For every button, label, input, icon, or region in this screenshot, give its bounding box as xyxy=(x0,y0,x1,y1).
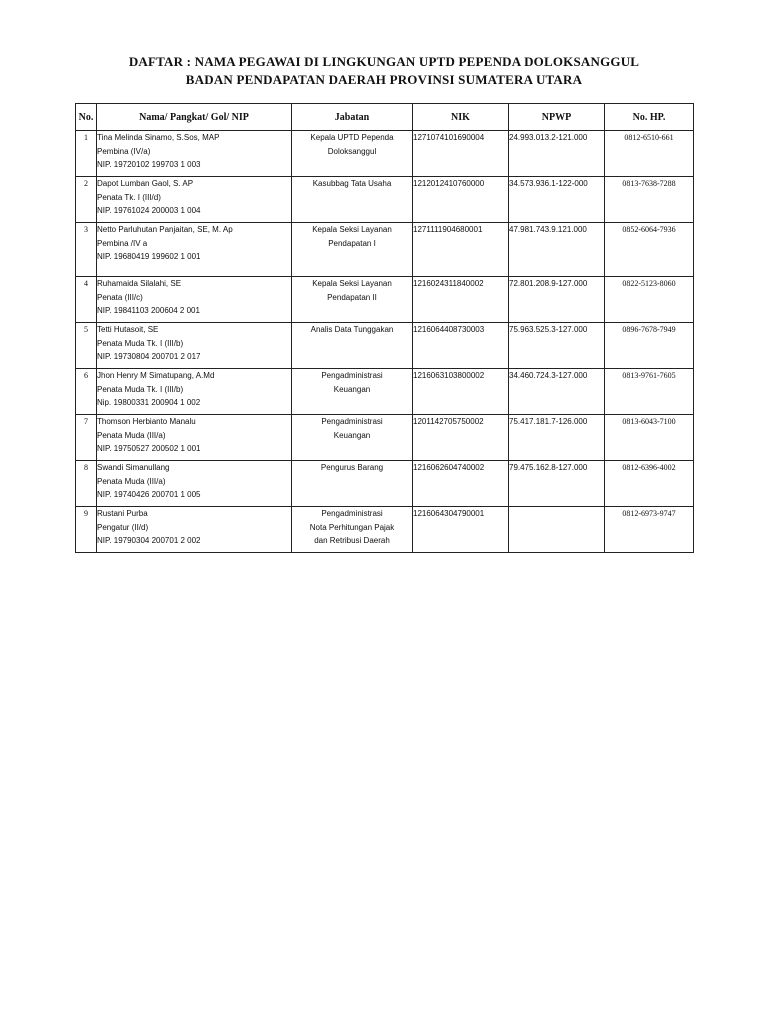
cell-npwp: 72.801.208.9-127.000 xyxy=(509,277,605,323)
cell-hp: 0852-6064-7936 xyxy=(605,223,694,277)
cell-npwp: 34.573.936.1-122-000 xyxy=(509,177,605,223)
cell-hp: 0812-6973-9747 xyxy=(605,507,694,553)
position-line: Kepala Seksi Layanan xyxy=(312,279,392,288)
position-line: Kasubbag Tata Usaha xyxy=(312,179,392,188)
cell-hp: 0813-7638-7288 xyxy=(605,177,694,223)
employee-nip: NIP. 19680419 199602 1 001 xyxy=(97,252,201,261)
cell-nama xyxy=(97,277,292,323)
cell-nama xyxy=(97,131,292,177)
cell-nik: 1216064304790001 xyxy=(413,507,509,553)
table-row xyxy=(76,223,694,277)
cell-jabatan xyxy=(292,461,413,507)
cell-jabatan xyxy=(292,415,413,461)
table-row xyxy=(76,131,694,177)
cell-no: 5 xyxy=(76,323,97,369)
table-row xyxy=(76,177,694,223)
table-row xyxy=(76,507,694,553)
document-title: DAFTAR : NAMA PEGAWAI DI LINGKUNGAN UPTD PEPENDA DOLOKSANGGUL xyxy=(128,54,640,69)
employee-name: Tetti Hutasoit, SE xyxy=(97,325,159,334)
employee-rank: Penata Muda (III/a) xyxy=(97,430,166,440)
employee-nip: NIP. 19740426 200701 1 005 xyxy=(97,490,201,499)
cell-jabatan xyxy=(292,277,413,323)
cell-nik: 1271111904680001 xyxy=(413,223,509,277)
table-body xyxy=(76,131,694,553)
table-row xyxy=(76,461,694,507)
cell-npwp: 75.963.525.3-127.000 xyxy=(509,323,605,369)
position-line: Pengadministrasi xyxy=(321,371,383,380)
cell-npwp: 34.460.724.3-127.000 xyxy=(509,369,605,415)
employee-rank: Penata Muda Tk. I (III/b) xyxy=(97,338,184,348)
cell-hp: 0812-6396-4002 xyxy=(605,461,694,507)
employee-rank: Pembina (IV/a) xyxy=(97,146,151,156)
col-header-hp: No. HP. xyxy=(605,104,694,131)
cell-no: 2 xyxy=(76,177,97,223)
employee-name: Swandi Simanullang xyxy=(97,463,170,472)
position-line: Pengadministrasi xyxy=(321,417,383,426)
cell-no: 7 xyxy=(76,415,97,461)
cell-nik: 1216064408730003 xyxy=(413,323,509,369)
col-header-npwp: NPWP xyxy=(509,104,605,131)
cell-jabatan xyxy=(292,507,413,553)
cell-nama xyxy=(97,323,292,369)
cell-nik: 1216024311840002 xyxy=(413,277,509,323)
employee-nip: NIP. 19841103 200604 2 001 xyxy=(97,306,200,315)
cell-nik: 1216063103800002 xyxy=(413,369,509,415)
employee-nip: NIP. 19761024 200003 1 004 xyxy=(97,206,201,215)
cell-nik: 1216062604740002 xyxy=(413,461,509,507)
cell-no: 3 xyxy=(76,223,97,277)
position-line: Pendapatan II xyxy=(327,292,377,302)
cell-jabatan xyxy=(292,223,413,277)
table-header xyxy=(76,104,694,131)
cell-nama xyxy=(97,507,292,553)
employee-nip: Nip. 19800331 200904 1 002 xyxy=(97,398,201,407)
cell-no: 6 xyxy=(76,369,97,415)
employee-rank: Penata Muda Tk. I (III/b) xyxy=(97,384,184,394)
cell-nama xyxy=(97,177,292,223)
cell-nama xyxy=(97,461,292,507)
table-row xyxy=(76,415,694,461)
cell-npwp: 75.417.181.7-126.000 xyxy=(509,415,605,461)
col-header-no: No. xyxy=(76,104,97,131)
position-line: Doloksanggul xyxy=(327,146,377,156)
cell-hp: 0822-5123-8060 xyxy=(605,277,694,323)
position-line: Kepala Seksi Layanan xyxy=(312,225,392,234)
employee-name: Ruhamaida Silalahi, SE xyxy=(97,279,182,288)
table-row xyxy=(76,369,694,415)
employee-rank: Pengatur (II/d) xyxy=(97,522,149,532)
employee-nip: NIP. 19720102 199703 1 003 xyxy=(97,160,201,169)
employee-name: Jhon Henry M Simatupang, A.Md xyxy=(97,371,215,380)
cell-hp: 0812-6510-661 xyxy=(605,131,694,177)
cell-nama xyxy=(97,369,292,415)
cell-nik: 1201142705750002 xyxy=(413,415,509,461)
employee-rank: Penata Tk. I (III/d) xyxy=(97,192,161,202)
header-row xyxy=(76,104,694,131)
employee-rank: Penata Muda (III/a) xyxy=(97,476,166,486)
cell-no: 1 xyxy=(76,131,97,177)
cell-hp: 0813-9761-7605 xyxy=(605,369,694,415)
position-line: Pengurus Barang xyxy=(320,463,384,472)
col-header-nama: Nama/ Pangkat/ Gol/ NIP xyxy=(97,104,292,131)
cell-no: 8 xyxy=(76,461,97,507)
position-line: Analis Data Tunggakan xyxy=(310,325,394,334)
employee-name: Dapot Lumban Gaol, S. AP xyxy=(97,179,194,188)
cell-npwp: 24.993.013.2-121.000 xyxy=(509,131,605,177)
position-line: Keuangan xyxy=(333,384,371,394)
cell-nama xyxy=(97,415,292,461)
col-header-nik: NIK xyxy=(413,104,509,131)
document-subtitle: BADAN PENDAPATAN DAERAH PROVINSI SUMATERA UTARA xyxy=(185,72,583,87)
employee-name: Netto Parluhutan Panjaitan, SE, M. Ap xyxy=(97,225,233,234)
cell-no: 9 xyxy=(76,507,97,553)
position-line: Pendapatan I xyxy=(328,238,376,248)
employee-name: Thomson Herbianto Manalu xyxy=(97,417,196,426)
col-header-jabatan: Jabatan xyxy=(292,104,413,131)
position-line: Nota Perhitungan Pajak xyxy=(309,522,395,532)
table-row xyxy=(76,277,694,323)
employee-nip: NIP. 19730804 200701 2 017 xyxy=(97,352,201,361)
cell-npwp: 47.981.743.9.121.000 xyxy=(509,223,605,277)
cell-nik: 1271074101690004 xyxy=(413,131,509,177)
employee-name: Rustani Purba xyxy=(97,509,148,518)
cell-nik: 1212012410760000 xyxy=(413,177,509,223)
position-line: dan Retribusi Daerah xyxy=(314,536,390,545)
employee-rank: Penata (III/c) xyxy=(97,292,143,302)
cell-npwp xyxy=(509,507,605,553)
position-line: Pengadministrasi xyxy=(321,509,383,518)
table-row xyxy=(76,323,694,369)
employee-nip: NIP. 19750527 200502 1 001 xyxy=(97,444,201,453)
position-line: Keuangan xyxy=(333,430,371,440)
cell-jabatan xyxy=(292,131,413,177)
cell-no: 4 xyxy=(76,277,97,323)
cell-jabatan xyxy=(292,369,413,415)
employee-nip: NIP. 19790304 200701 2 002 xyxy=(97,536,201,545)
position-line: Kepala UPTD Pependa xyxy=(310,133,394,142)
cell-jabatan xyxy=(292,323,413,369)
cell-npwp: 79.475.162.8-127.000 xyxy=(509,461,605,507)
employee-name: Tina Melinda Sinamo, S.Sos, MAP xyxy=(97,133,220,142)
cell-hp: 0813-6043-7100 xyxy=(605,415,694,461)
cell-nama xyxy=(97,223,292,277)
employee-rank: Pembina /IV a xyxy=(97,238,148,248)
cell-jabatan xyxy=(292,177,413,223)
cell-hp: 0896-7678-7949 xyxy=(605,323,694,369)
employee-table xyxy=(75,103,694,553)
